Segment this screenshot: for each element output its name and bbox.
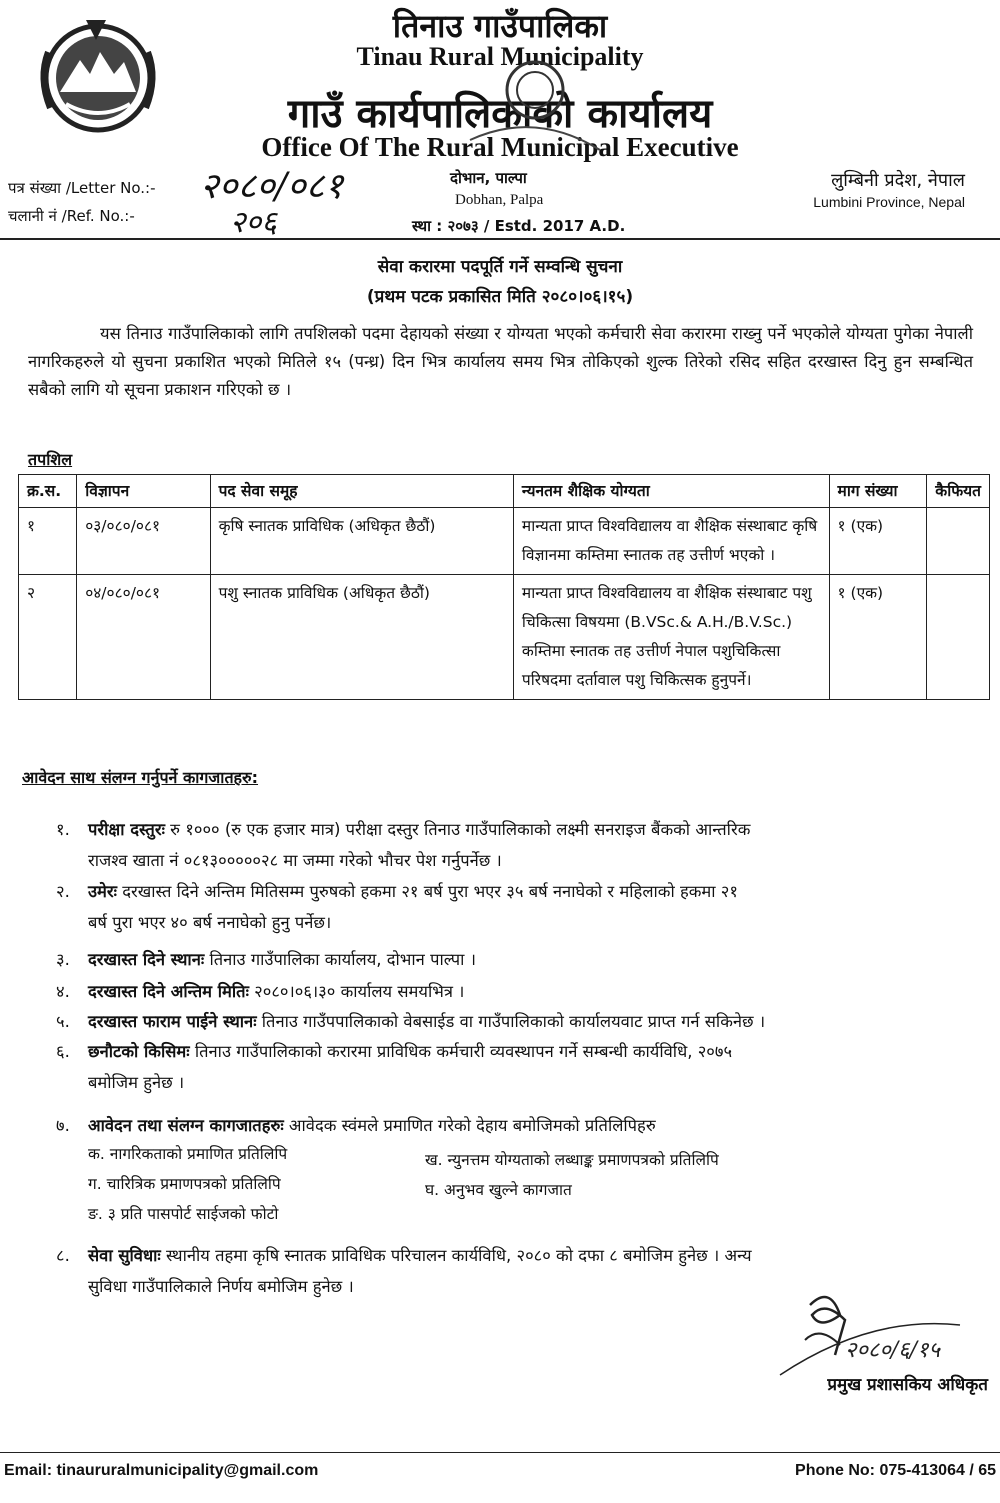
sub-item-ka: क. नागरिकताको प्रमाणित प्रतिलिपि — [88, 1145, 288, 1163]
item-number: ६. — [56, 1042, 70, 1061]
item-heading: छनौटको किसिमः — [88, 1042, 190, 1061]
item-text-cont: बमोजिम हुनेछ । — [88, 1073, 185, 1092]
table-row — [19, 575, 990, 700]
item-number: २. — [56, 882, 70, 901]
vacancy-table — [18, 474, 990, 700]
item-text: तिनाउ गाउँपालिकाको करारमा प्राविधिक कर्मचारी व्यवस्थापन गर्ने सम्बन्धी कार्यविधि, २०७५ — [194, 1042, 733, 1061]
municipality-name-np: तिनाउ गाउँपालिका — [392, 7, 608, 45]
item-heading: आवेदन तथा संलग्न कागजातहरुः — [88, 1116, 284, 1135]
item-heading: सेवा सुविधाः — [88, 1246, 161, 1265]
cell-sn: १ — [19, 508, 77, 575]
notice-subtitle: (प्रथम पटक प्रकासित मिति २०८०।०६।१५) — [366, 287, 634, 307]
item-text-cont: बर्ष पुरा भएर ४० बर्ष ननाघेको हुनु पर्नेछ। — [88, 913, 332, 932]
letter-no-value: २०८०/०८१ — [200, 166, 344, 207]
item-heading: परीक्षा दस्तुरः — [88, 820, 165, 839]
office-name-np: गाउँ कार्यपालिकाको कार्यालय — [287, 91, 713, 137]
sub-item-kha: ख. न्युनत्तम योग्यताको लब्धाङ्क प्रमाणपत्रको प्रतिलिपि — [425, 1151, 719, 1169]
item-number: ८. — [56, 1246, 70, 1265]
list-item — [56, 976, 976, 1007]
list-item — [56, 944, 976, 975]
col-header-sn: क्र.स. — [19, 475, 77, 508]
cell-ad: ०४/०८०/०८१ — [77, 575, 210, 700]
header-divider — [0, 238, 1000, 240]
cell-sn: २ — [19, 575, 77, 700]
col-header-demand: माग संख्या — [829, 475, 927, 508]
footer-email: Email: tinaururalmunicipality@gmail.com — [4, 1462, 319, 1479]
col-header-ad: विज्ञापन — [77, 475, 210, 508]
established-date: स्था : २०७३ / Estd. 2017 A.D. — [412, 217, 626, 235]
signatory-title: प्रमुख प्रशासकिय अधिकृत — [827, 1375, 988, 1395]
list-item — [56, 1006, 976, 1037]
office-seal-icon — [460, 50, 610, 160]
address-np: दोभान, पाल्पा — [450, 169, 527, 187]
cell-demand: १ (एक) — [829, 508, 927, 575]
notice-title: सेवा करारमा पदपूर्ति गर्ने सम्वन्धि सुचना — [377, 257, 623, 277]
item-number: ३. — [56, 950, 70, 969]
col-header-post: पद सेवा समूह — [210, 475, 513, 508]
office-name-en: Office Of The Rural Municipal Executive — [261, 132, 739, 162]
cell-post: कृषि स्नातक प्राविधिक (अधिकृत छैठौं) — [210, 508, 513, 575]
province-np: लुम्बिनी प्रदेश, नेपाल — [831, 170, 965, 191]
cell-demand: १ (एक) — [829, 575, 927, 700]
sub-item-gha: घ. अनुभव खुल्ने कागजात — [425, 1181, 572, 1199]
item-text: स्थानीय तहमा कृषि स्नातक प्राविधिक परिचालन कार्यविधि, २०८० को दफा ८ बमोजिम हुनेछ । अन्य — [165, 1246, 752, 1265]
list-item — [56, 1036, 976, 1098]
cell-remarks — [927, 508, 990, 575]
table-header-row — [19, 475, 990, 508]
list-item — [56, 1110, 976, 1141]
footer-divider — [0, 1452, 1000, 1453]
footer-phone: Phone No: 075-413064 / 65 — [795, 1462, 996, 1479]
item-number: १. — [56, 820, 70, 839]
cell-ad: ०३/०८०/०८१ — [77, 508, 210, 575]
letter-no-label: पत्र संख्या /Letter No.:- — [8, 179, 156, 197]
notice-intro: यस तिनाउ गाउँपालिकाको लागि तपशिलको पदमा देहायको संख्या र योग्यता भएको कर्मचारी सेवा करारमा राख्नु पर्ने भएकोले योग्यता पुगेका नेपाली नागरिकहरुले यो सुचना प्रकाशित भएको मितिले १५ (पन्ध्र) दिन भित्र कार्यालय समय भित्र तोकिएको शुल्क तिरेको रसिद सहित दरखास्त दिनु हुन सम्बन्धित सबैको लागि यो सूचना प्रकाशन गरिएको छ । — [28, 324, 973, 399]
item-text: तिनाउ गाउँपालिका कार्यालय, दोभान पाल्पा । — [209, 950, 476, 969]
item-number: ५. — [56, 1012, 70, 1031]
cell-post: पशु स्नातक प्राविधिक (अधिकृत छैठौं) — [210, 575, 513, 700]
col-header-remarks: कैफियत — [927, 475, 990, 508]
schedule-label: तपशिल — [28, 450, 73, 469]
item-text-cont: राजश्व खाता नं ०८१३०००००२८ मा जम्मा गरेको भौचर पेश गर्नुपर्नेछ । — [88, 851, 502, 870]
list-item — [56, 814, 976, 876]
ref-no-label: चलानी नं /Ref. No.:- — [8, 207, 135, 225]
cell-qualification: मान्यता प्राप्त विश्वविद्यालय वा शैक्षिक संस्थाबाट कृषि विज्ञानमा कम्तिमा स्नातक तह उत्तीर्ण भएको । — [513, 508, 829, 575]
item-heading: उमेरः — [88, 882, 117, 901]
item-heading: दरखास्त फाराम पाईने स्थानः — [88, 1012, 257, 1031]
sub-item-ga: ग. चारित्रिक प्रमाणपत्रको प्रतिलिपि — [88, 1175, 281, 1193]
item-number: ७. — [56, 1116, 70, 1135]
address-en: Dobhan, Palpa — [455, 192, 544, 208]
item-text: दरखास्त दिने अन्तिम मितिसम्म पुरुषको हकमा २१ बर्ष पुरा भएर ३५ बर्ष ननाघेको र महिलाको हकमा २१ — [122, 882, 738, 901]
svg-text:२०८०/६/१५: २०८०/६/१५ — [845, 1338, 940, 1363]
province-en: Lumbini Province, Nepal — [813, 194, 965, 210]
item-text: २०८०।०६।३० कार्यालय समयभित्र । — [254, 982, 465, 1001]
col-header-qualification: न्यनतम शैक्षिक योग्यता — [513, 475, 829, 508]
list-item — [56, 876, 976, 938]
item-text: आवेदक स्वंमले प्रमाणित गरेको देहाय बमोजिमको प्रतिलिपिहरु — [288, 1116, 656, 1135]
cell-qualification: मान्यता प्राप्त विश्वविद्यालय वा शैक्षिक संस्थाबाट पशु चिकित्सा विषयमा (B.VSc.& A.H./B.V.Sc.) कम्तिमा स्नातक तह उत्तीर्ण नेपाल पशुचिकित्सा परिषदमा दर्तावाल पशु चिकित्सक हुनुपर्ने। — [513, 575, 829, 700]
cell-remarks — [927, 575, 990, 700]
table-row — [19, 508, 990, 575]
item-text-cont: सुविधा गाउँपालिकाले निर्णय बमोजिम हुनेछ । — [88, 1277, 354, 1296]
item-heading: दरखास्त दिने अन्तिम मितिः — [88, 982, 249, 1001]
sub-item-nga: ङ. ३ प्रति पासपोर्ट साईजको फोटो — [88, 1205, 279, 1223]
item-text: तिनाउ गाउँपपालिकाको वेबसाईड वा गाउँपालिकाको कार्यालयवाट प्राप्त गर्न सकिनेछ । — [261, 1012, 766, 1031]
item-number: ४. — [56, 982, 70, 1001]
item-heading: दरखास्त दिने स्थानः — [88, 950, 205, 969]
item-text: रु १००० (रु एक हजार मात्र) परीक्षा दस्तुर तिनाउ गाउँपालिकाको लक्ष्मी सनराइज बैंकको आन्तरिक — [170, 820, 751, 839]
municipality-name-en: Tinau Rural Municipality — [356, 42, 644, 71]
documents-label: आवेदन साथ संलग्न गर्नुपर्ने कागजातहरु: — [22, 768, 259, 787]
ref-no-value: २०६ — [230, 205, 277, 240]
